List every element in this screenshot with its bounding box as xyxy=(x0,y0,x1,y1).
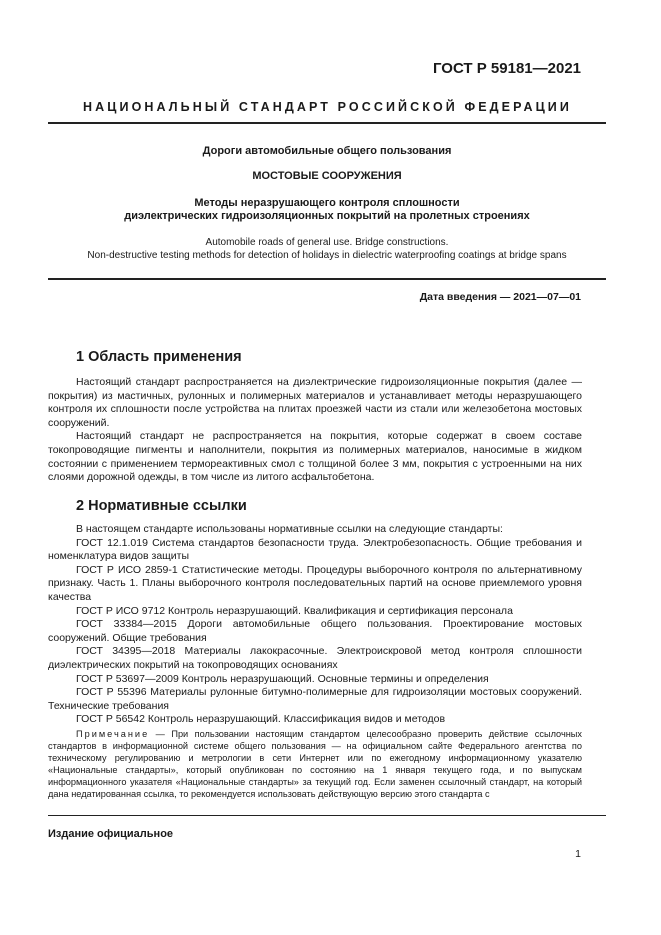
reference-item: ГОСТ Р 56542 Контроль неразрушающий. Классификация видов и методов xyxy=(76,713,446,726)
note xyxy=(48,728,582,800)
title-english-line2: Non-destructive testing methods for detection of holidays in dielectric waterproofing coatings at bridge spans xyxy=(87,250,567,261)
note-text: — При пользовании настоящим стандартом целесообразно проверить действие ссылочных стандартов в информационной системе общего пользования — на официальном сайте Федерального агентства по техническому регулированию и метрологии в сети Интернет или по ежегодному информационному указателю «Национальные стандарты», который опубликован по состоянию на 1 января текущего года, и по выпускам информационного указателя «Национальные стандарты» за текущий год. Если заменен ссылочный стандарт, на который дана недатированная ссылка, то рекомендуется использовать действующую версию этого стандарта с xyxy=(48,729,582,799)
title-roads: Дороги автомобильные общего пользования xyxy=(202,145,452,157)
section-references-body xyxy=(48,523,582,727)
section-scope-body xyxy=(48,376,582,485)
footer-rule xyxy=(48,815,606,816)
page-number: 1 xyxy=(575,848,581,860)
reference-item: ГОСТ Р ИСО 2859-1 Статистические методы. Процедуры выборочного контроля по альтернативному признаку. Часть 1. Планы выборочного контроля последовательных партий на основе приемлемого уровня качества xyxy=(48,563,582,603)
title-bridges: МОСТОВЫЕ СООРУЖЕНИЯ xyxy=(252,170,402,182)
standard-code: ГОСТ Р 59181—2021 xyxy=(432,60,581,77)
introduction-date: Дата введения — 2021—07—01 xyxy=(419,291,581,303)
section-heading-scope: 1 Область применения xyxy=(76,349,242,365)
title-english-line1: Automobile roads of general use. Bridge constructions. xyxy=(205,237,449,248)
reference-item: ГОСТ 12.1.019 Система стандартов безопасности труда. Электробезопасность. Общие требования и номенклатура видов защиты xyxy=(48,536,582,563)
title-english xyxy=(48,236,606,262)
paragraph: Настоящий стандарт распространяется на диэлектрические гидроизоляционные покрытия (далее — покрытия) из мастичных, рулонных и полимерных материалов и устанавливает методы неразрушающего контроля их сплошности после устройства на плитах проезжей части из стали или железобетона мостовых сооружений. xyxy=(48,376,582,429)
section-heading-references: 2 Нормативные ссылки xyxy=(76,498,247,514)
header-rule xyxy=(48,122,606,124)
title-rule xyxy=(48,278,606,280)
paragraph: Настоящий стандарт не распространяется на покрытия, которые содержат в своем составе токопроводящие пигменты и наполнители, покрытия из полимерных материалов, наносимые в жидком состоянии с применением термореактивных смол с толщиной более 3 мм, покрытия с устроенными на них слоями дорожной одежды, в том числе из литого асфальтобетона. xyxy=(48,430,582,484)
title-methods-line1: Методы неразрушающего контроля сплошности xyxy=(194,197,460,209)
national-standard-title: НАЦИОНАЛЬНЫЙ СТАНДАРТ РОССИЙСКОЙ ФЕДЕРАЦИИ xyxy=(83,100,572,114)
reference-item: ГОСТ Р ИСО 9712 Контроль неразрушающий. Квалификация и сертификация персонала xyxy=(76,604,513,617)
title-methods-line2: диэлектрических гидроизоляционных покрытий на пролетных строениях xyxy=(124,210,530,222)
reference-item: ГОСТ 34395—2018 Материалы лакокрасочные. Электроискровой метод контроля сплошности диэлектрических покрытий на токопроводящих основаниях xyxy=(48,645,582,671)
reference-item: ГОСТ Р 53697—2009 Контроль неразрушающий. Основные термины и определения xyxy=(76,672,489,685)
paragraph: В настоящем стандарте использованы нормативные ссылки на следующие стандарты: xyxy=(76,523,503,535)
note-label: Примечание xyxy=(76,729,150,739)
official-edition: Издание официальное xyxy=(48,828,174,840)
reference-item: ГОСТ 33384—2015 Дороги автомобильные общего пользования. Проектирование мостовых сооружений. Общие требования xyxy=(48,618,582,644)
reference-item: ГОСТ Р 55396 Материалы рулонные битумно-полимерные для гидроизоляции мостовых сооружений. Технические требования xyxy=(48,686,582,712)
title-methods xyxy=(48,197,606,223)
